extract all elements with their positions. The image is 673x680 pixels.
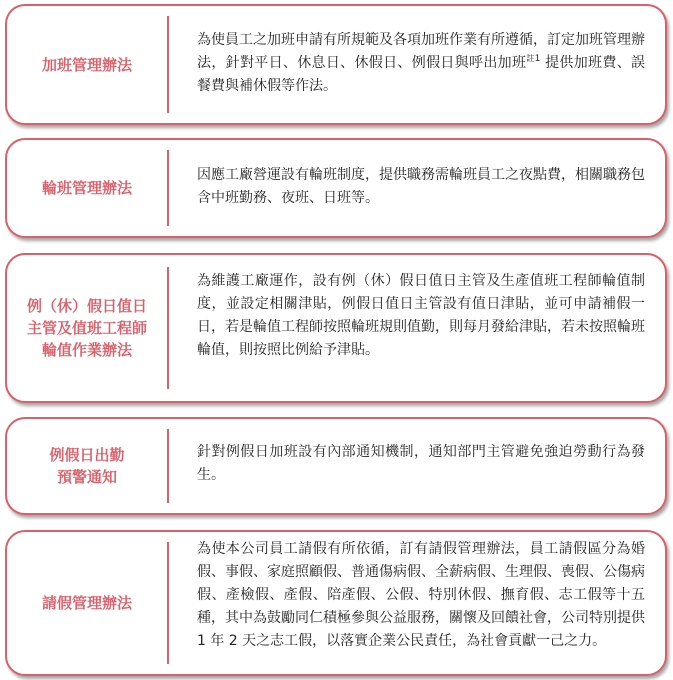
policy-description: 為使本公司員工請假有所依循，訂有請假管理辦法，員工請假區分為婚假、事假、家庭照顧假、普通傷病假、全薪病假、生理假、喪假、公傷病假、產檢假、產假、陪產假、公假、特別休假、撫育假、志工假等十五種，其中為鼓勵同仁積極參與公益服務，關懷及回饋社會，公司特別提供 1 年 2 天之志工假，以落實企業公民責任，為社會貢獻一己之力。 [197, 541, 645, 649]
policy-title: 例（休）假日值日 主管及值班工程師 輪值作業辦法 [26, 297, 147, 359]
divider [167, 429, 169, 503]
policy-description: 針對例假日加班設有內部通知機制，通知部門主管避免強迫勞動行為發生。 [197, 444, 645, 483]
divider [167, 150, 169, 226]
divider [167, 16, 169, 113]
policy-description: 為使員工之加班申請有所規範及各項加班作業有所遵循，訂定加班管理辦法，針對平日、休息日、休假日、例假日與呼出加班$^{註1}$ 提供加班費、誤餐費與補休假等作法。 [197, 32, 646, 94]
policy-title: 請假管理辦法 [41, 594, 132, 612]
policy-card-shift [5, 138, 667, 238]
policy-title: 輪班管理辦法 [41, 179, 132, 197]
policy-card-holiday-warning [5, 417, 667, 515]
policy-card-holiday-duty [5, 253, 667, 403]
policy-title: 加班管理辦法 [41, 55, 132, 74]
policy-card-overtime [5, 4, 667, 125]
policy-title: 例假日出勤 預警通知 [49, 446, 125, 486]
divider [167, 542, 169, 664]
policy-description: 為維護工廠運作，設有例（休）假日值日主管及生產值班工程師輪值制度，並設定相關津貼，例假日值日主管設有值日津貼，並可申請補假一日，若是輪值工程師按照輪班規則值勤，則每月發給津貼，若未按照輪班輪值，則按照比例給予津貼。 [197, 273, 645, 358]
policy-description: 因應工廠營運設有輪班制度，提供職務需輪班員工之夜點費，相關職務包含中班勤務、夜班、日班等。 [197, 167, 645, 206]
policy-card-leave [5, 530, 667, 676]
divider [167, 267, 169, 389]
